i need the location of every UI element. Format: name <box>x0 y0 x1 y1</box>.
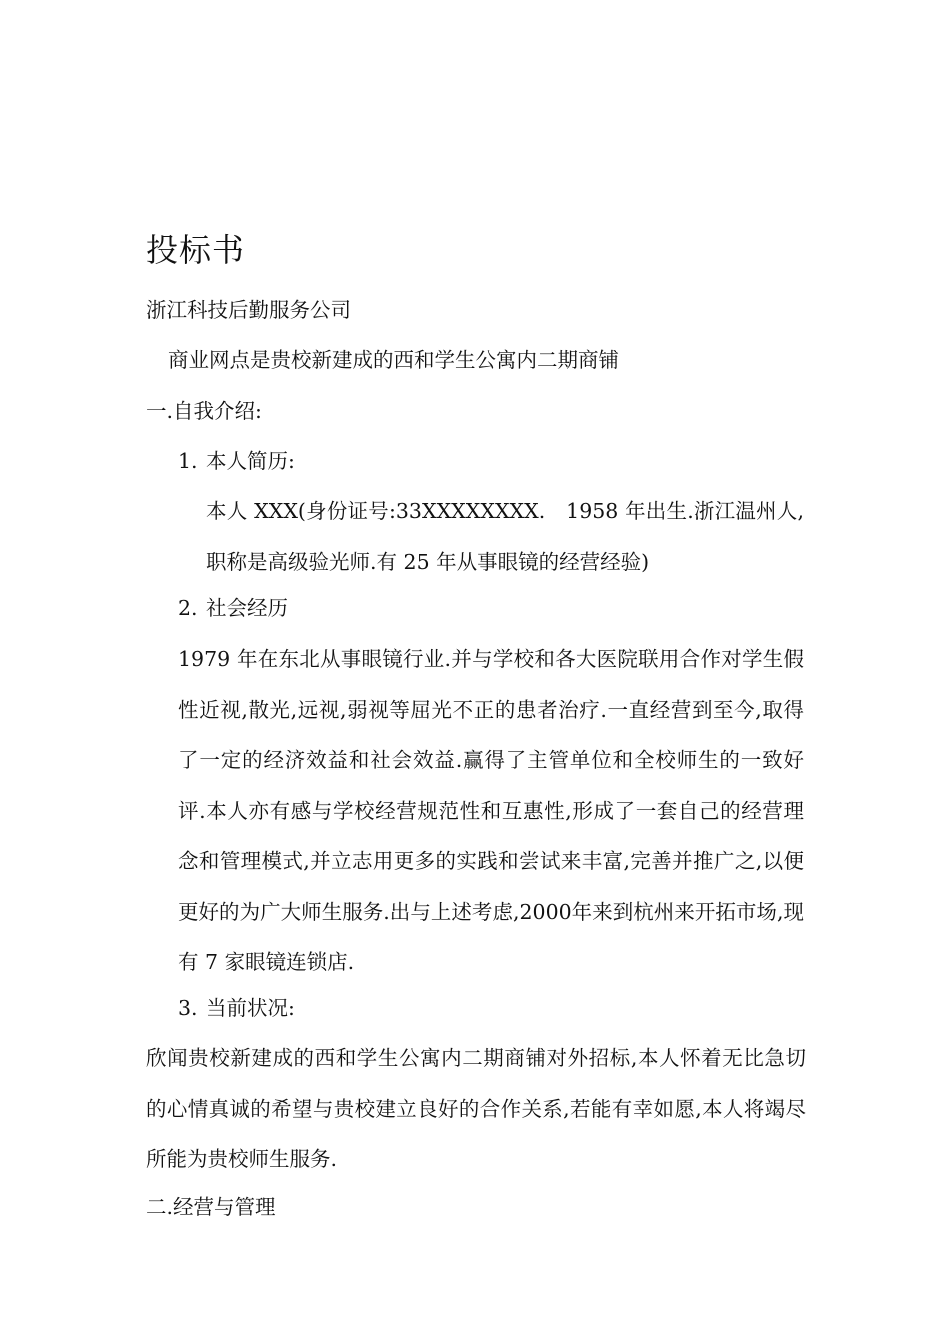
intro-line: 商业网点是贵校新建成的西和学生公寓内二期商铺 <box>168 348 619 372</box>
item-2-number: 2. <box>178 596 198 620</box>
item-3-number: 3. <box>178 996 198 1020</box>
item-1-label: 本人简历: <box>206 449 295 473</box>
item-3-label: 当前状况: <box>206 996 295 1020</box>
item-2-body: 1979 年在东北从事眼镜行业.并与学校和各大医院联用合作对学生假性近视,散光,远视,弱视等屈光不正的患者治疗.一直经营到至今,取得了一定的经济效益和社会效益.赢得了主管单位和全校师生的一致好评.本人亦有感与学校经营规范性和互惠性,形成了一套自己的经营理念和管理模式,并立志用更多的实践和尝试来丰富,完善并推广之,以便更好的为广大师生服务.出与上述考虑,2000年来到杭州来开拓市场,现有 7 家眼镜连锁店. <box>178 647 804 974</box>
item-2-label: 社会经历 <box>206 596 288 620</box>
company-name: 浙江科技后勤服务公司 <box>146 298 351 322</box>
document-title: 投标书 <box>146 231 246 269</box>
item-3-heading <box>178 993 295 1023</box>
section-2-heading: 二.经营与管理 <box>146 1195 276 1219</box>
item-1-heading <box>178 446 295 476</box>
item-1-number: 1. <box>178 449 198 473</box>
item-1-body: 本人 XXX(身份证号:33XXXXXXXX. 1958 年出生.浙江温州人,职称是高级验光师.有 25 年从事眼镜的经营经验) <box>206 499 804 574</box>
item-2-heading <box>178 593 288 623</box>
item-3-body: 欣闻贵校新建成的西和学生公寓内二期商铺对外招标,本人怀着无比急切的心情真诚的希望与贵校建立良好的合作关系,若能有幸如愿,本人将竭尽所能为贵校师生服务. <box>146 1046 806 1171</box>
section-1-heading: 一.自我介绍: <box>146 399 262 423</box>
